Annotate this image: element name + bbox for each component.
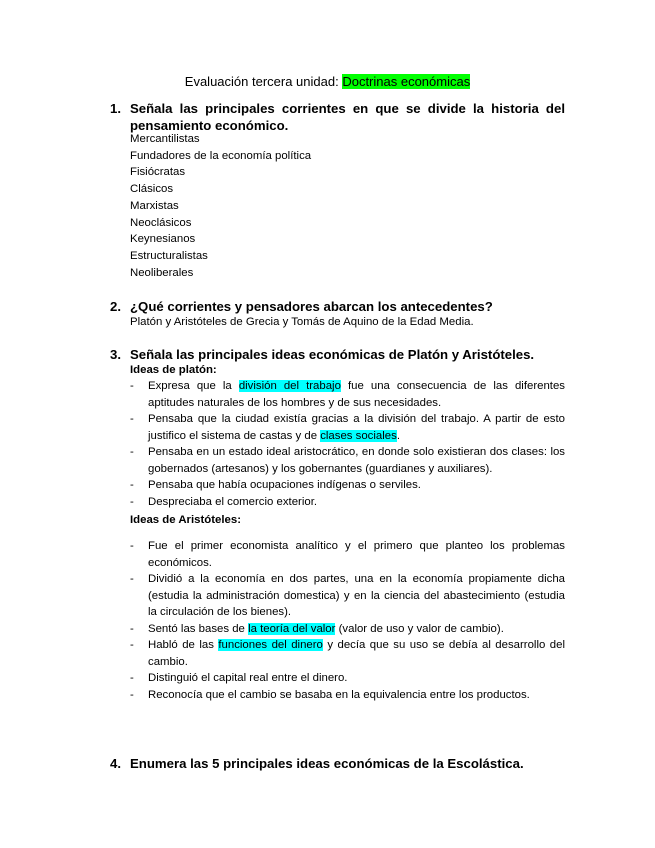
list-item: - Dividió a la economía en dos partes, una en la economía propiamente dicha (estudia la administración domestica) y en la ciencia del abastecimiento (estudia la circulación de los bienes). — [130, 573, 565, 618]
list-item: Neoliberales — [130, 266, 194, 279]
list-item: - Sentó las bases de la teoría del valor (valor de uso y valor de cambio). — [130, 622, 504, 635]
list-item: - Expresa que la división del trabajo fue una consecuencia de las diferentes aptitudes naturales de los hombres y de sus necesidades. — [130, 380, 565, 409]
question-number: 3. — [110, 347, 121, 362]
question-1 — [110, 100, 565, 134]
list-item: Fisiócratas — [130, 166, 186, 179]
list-item: Keynesianos — [130, 233, 196, 246]
document-title — [0, 74, 655, 89]
list-item: - Habló de las funciones del dinero y decía que su uso se debía al desarrollo del cambio. — [130, 639, 565, 668]
list-item: - Pensaba que la ciudad existía gracias a la división del trabajo. A partir de esto justifico el sistema de castas y de clases sociales. — [130, 413, 565, 442]
list-item: - Reconocía que el cambio se basaba en la equivalencia entre los productos. — [130, 688, 530, 701]
list-item: Clásicos — [130, 183, 174, 196]
highlight-funciones-dinero: funciones del dinero — [218, 639, 323, 651]
q1-answer-list — [130, 131, 570, 281]
question-text: Señala las principales ideas económicas de Platón y Aristóteles. — [130, 347, 535, 362]
question-number: 4. — [110, 756, 121, 771]
aristoteles-ideas-list — [130, 538, 565, 703]
list-item: Fundadores de la economía política — [130, 149, 312, 162]
question-number: 2. — [110, 299, 121, 314]
question-3 — [110, 346, 565, 363]
platon-ideas-list — [130, 378, 565, 510]
list-item: Neoclásicos — [130, 216, 192, 229]
title-prefix: Evaluación tercera unidad: — [184, 74, 343, 89]
list-item: Mercantilistas — [130, 133, 200, 145]
list-item: - Pensaba en un estado ideal aristocrático, en donde solo existieran dos clases: los gobernados (artesanos) y los gobernantes (guardianes y auxiliares). — [130, 446, 565, 475]
highlight-clases-sociales: clases sociales — [320, 429, 397, 442]
list-item: - Pensaba que había ocupaciones indígenas o serviles. — [130, 479, 421, 491]
list-item: Estructuralistas — [130, 249, 208, 262]
q2-answer — [130, 314, 570, 331]
list-item: - Fue el primer economista analítico y el primero que planteo los problemas económicos. — [130, 540, 565, 569]
list-item: - Distinguió el capital real entre el dinero. — [130, 672, 348, 684]
question-text: Señala las principales corrientes en que se divide la historia del pensamiento económico. — [130, 101, 565, 133]
aristoteles-heading: Ideas de Aristóteles: — [130, 514, 241, 526]
question-text: ¿Qué corrientes y pensadores abarcan los antecedentes? — [130, 299, 493, 314]
question-text: Enumera las 5 principales ideas económicas de la Escolástica. — [130, 756, 524, 771]
platon-heading: Ideas de platón: — [130, 364, 217, 376]
list-item: - Despreciaba el comercio exterior. — [130, 495, 318, 508]
question-2 — [110, 298, 565, 315]
title-highlight: Doctrinas económicas — [342, 74, 471, 89]
list-item: Marxistas — [130, 199, 179, 212]
question-4 — [110, 755, 565, 772]
highlight-division-trabajo: división del trabajo — [238, 380, 341, 392]
question-number: 1. — [110, 101, 121, 116]
answer-text: Platón y Aristóteles de Grecia y Tomás de Aquino de la Edad Media. — [130, 316, 474, 328]
highlight-teoria-valor: la teoría del valor — [248, 622, 336, 635]
